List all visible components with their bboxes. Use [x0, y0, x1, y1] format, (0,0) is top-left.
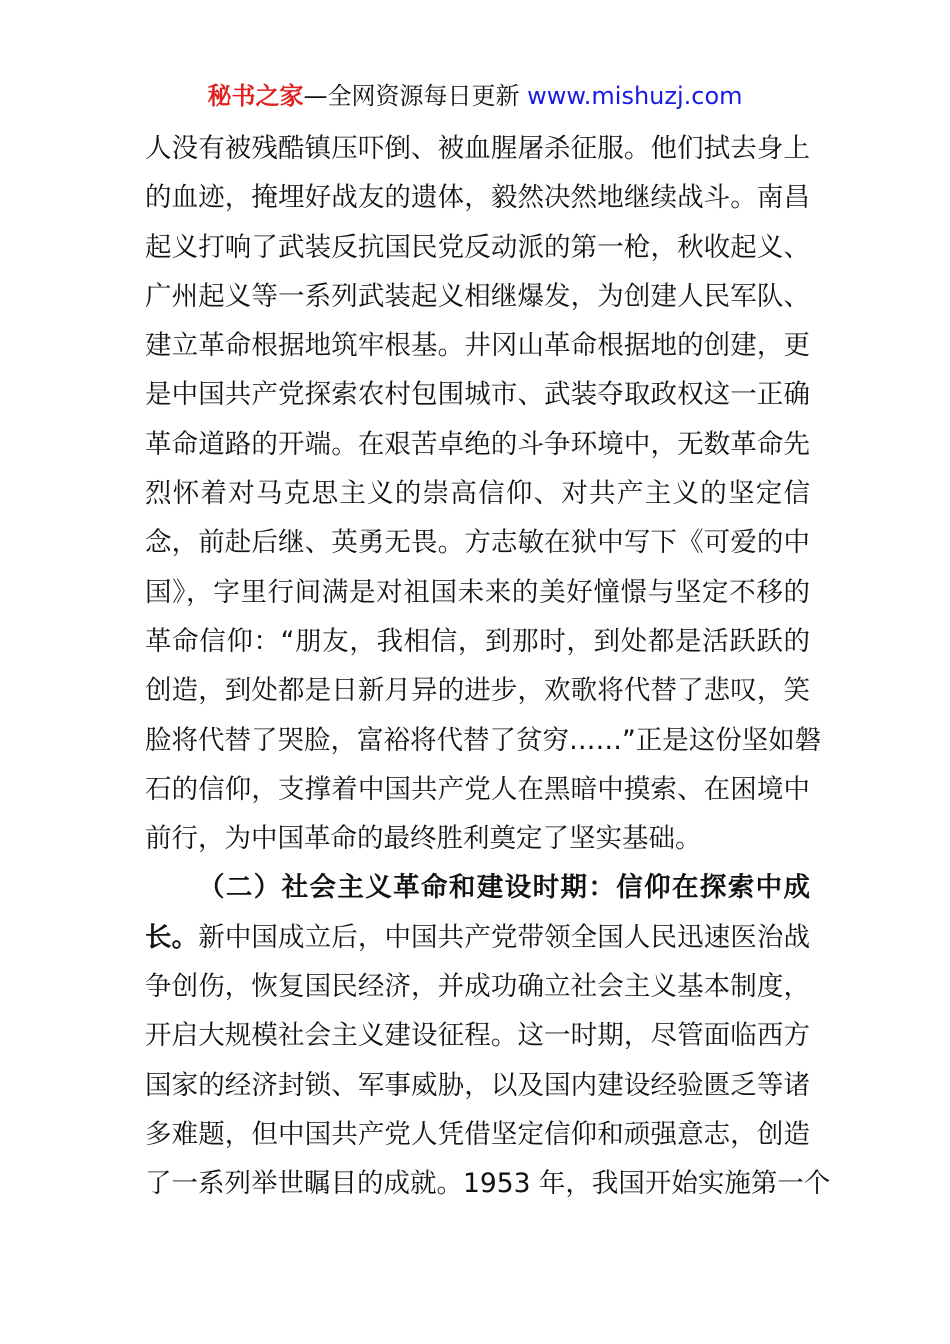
brand-name: 秘书之家 — [207, 82, 304, 110]
paragraph-line: 广州起义等一系列武装起义相继爆发，为创建人民军队、 — [145, 280, 810, 312]
paragraph-line — [145, 913, 810, 962]
paragraph-line: 国》，字里行间满是对祖国未来的美好憧憬与坚定不移的 — [145, 576, 810, 608]
paragraph-line: 起义打响了武装反抗国民党反动派的第一枪，秋收起义、 — [145, 231, 810, 263]
paragraph-line: 争创伤，恢复国民经济，并成功确立社会主义基本制度， — [145, 971, 810, 1003]
paragraph-line: 创造，到处都是日新月异的进步，欢歌将代替了悲叹，笑 — [145, 675, 810, 707]
paragraph-line: 国家的经济封锁、军事威胁，以及国内建设经验匮乏等诸 — [145, 1069, 810, 1101]
paragraph-line: 烈怀着对马克思主义的崇高信仰、对共产主义的坚定信 — [145, 478, 810, 510]
paragraph-line: 脸将代替了哭脸，富裕将代替了贫穷……”正是这份坚如磐 — [145, 724, 822, 756]
section-heading-end: 长。 — [145, 921, 199, 953]
body-text — [145, 124, 831, 1209]
paragraph-line: 了一系列举世瞩目的成就。1953 年，我国开始实施第一个 — [145, 1168, 831, 1200]
paragraph-line: 革命信仰：“朋友，我相信，到那时，到处都是活跃跃的 — [145, 625, 810, 657]
paragraph-line: 人没有被残酷镇压吓倒、被血腥屠杀征服。他们拭去身上 — [145, 133, 810, 164]
paragraph-line: 石的信仰，支撑着中国共产党人在黑暗中摸索、在困境中 — [145, 773, 810, 805]
paragraph-line: 念，前赴后继、英勇无畏。方志敏在狱中写下《可爱的中 — [145, 527, 810, 559]
paragraph-line: 是中国共产党探索农村包围城市、武装夺取政权这一正确 — [145, 379, 810, 411]
paragraph-line: 的血迹，掩埋好战友的遗体，毅然决然地继续战斗。南昌 — [145, 182, 810, 214]
header-tagline: —全网资源每日更新 — [303, 82, 528, 110]
section-heading: （二）社会主义革命和建设时期：信仰在探索中成 — [198, 872, 810, 904]
paragraph-line: 开启大规模社会主义建设征程。这一时期，尽管面临西方 — [145, 1020, 810, 1052]
paragraph-line: 前行，为中国革命的最终胜利奠定了坚实基础。 — [145, 823, 702, 855]
paragraph-line: 革命道路的开端。在艰苦卓绝的斗争环境中，无数革命先 — [145, 428, 810, 460]
paragraph-text: 新中国成立后，中国共产党带领全国人民迅速医治战 — [198, 921, 811, 953]
page-header — [0, 80, 950, 112]
paragraph-line: 建立革命根据地筑牢根基。井冈山革命根据地的创建，更 — [145, 330, 810, 362]
paragraph-line: 多难题，但中国共产党人凭借坚定信仰和顽强意志，创造 — [145, 1118, 810, 1150]
website-url[interactable]: www.mishuzj.com — [527, 82, 743, 110]
